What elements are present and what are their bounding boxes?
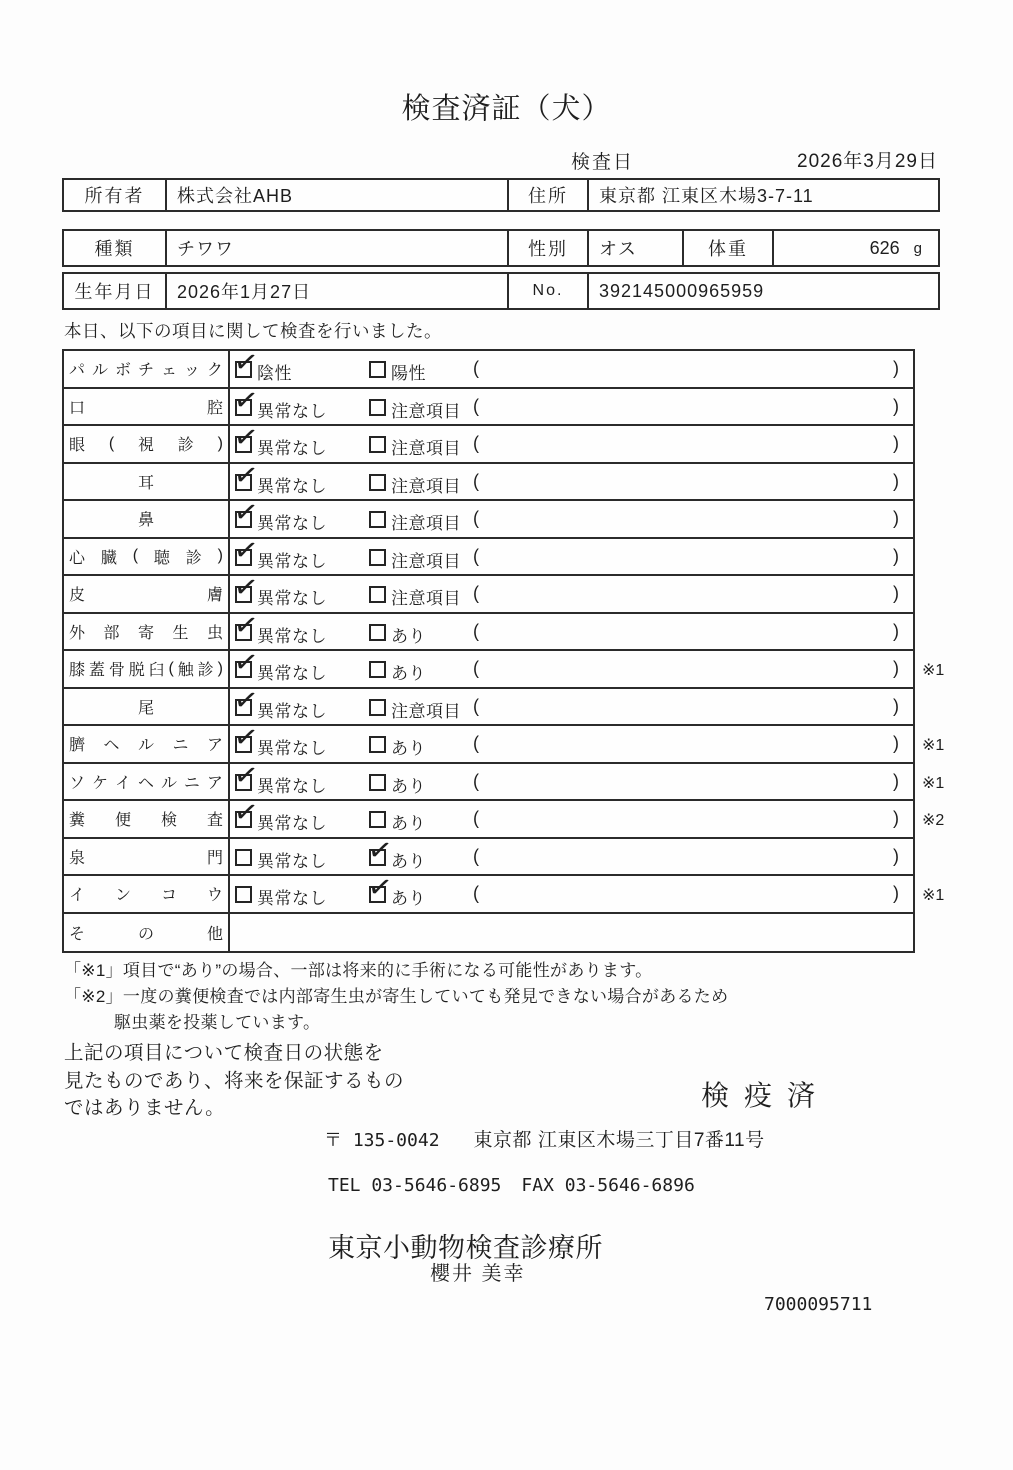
check-mark-icon: ✓	[231, 380, 261, 419]
clinic-fax: FAX 03-5646-6896	[521, 1175, 695, 1196]
option2-label: 注意項目	[391, 551, 461, 571]
remarks-paren-open: (	[473, 733, 479, 753]
option1-label: 異常なし	[257, 551, 327, 571]
checkbox-option1	[231, 568, 261, 606]
checkbox-option2	[369, 511, 386, 528]
option2-label: 注意項目	[391, 701, 461, 721]
option1-label: 異常なし	[257, 664, 327, 683]
remarks-paren-close: )	[893, 358, 899, 378]
checklist-row	[64, 493, 913, 539]
animal-info-table	[62, 229, 940, 267]
option2-label: あり	[391, 889, 426, 908]
remarks-paren-close: )	[893, 620, 899, 641]
checklist-row	[64, 530, 913, 577]
item-label: ソ ケ イ ヘ ル ニ ア	[64, 764, 230, 800]
check-mark-icon: ✓	[231, 755, 261, 794]
checkbox-option1	[231, 418, 261, 456]
address-value: 東京都 江東区木場3-7-11	[587, 180, 938, 210]
sex-value: オス	[587, 231, 682, 265]
checkbox-option1	[231, 343, 261, 381]
footnote-marker: ※1	[922, 662, 945, 679]
option1-label: 異常なし	[257, 814, 327, 833]
checklist-row	[64, 418, 913, 464]
clinic-name: 東京小動物検査診療所	[328, 1233, 603, 1263]
checklist-row	[64, 343, 913, 389]
check-mark-icon: ✓	[231, 493, 261, 531]
option2-label: 注意項目	[391, 439, 461, 458]
serial-number: 7000095711	[764, 1294, 873, 1315]
remarks-paren-close: )	[893, 508, 899, 528]
checkbox-option1	[231, 643, 261, 681]
remarks-paren-open: (	[473, 770, 479, 791]
option1-label: 異常なし	[257, 739, 327, 758]
remarks-paren-close: )	[893, 433, 899, 453]
item-label: 外 部 寄 生 虫	[64, 614, 230, 650]
option1-label: 異常なし	[257, 889, 327, 908]
option1-label: 異常なし	[257, 851, 327, 871]
checklist-row	[64, 755, 945, 802]
option1-label: 異常なし	[257, 439, 327, 458]
option1-label: 異常なし	[257, 401, 327, 421]
owner-value: 株式会社AHB	[165, 180, 507, 210]
remarks-paren-open: (	[473, 883, 479, 903]
checklist-row	[64, 914, 913, 952]
option2-label: 注意項目	[391, 589, 461, 608]
item-label: そ の 他	[64, 914, 230, 952]
checklist-row	[64, 680, 913, 727]
remarks-paren-open: (	[473, 658, 479, 678]
option2-label: あり	[391, 626, 426, 646]
quarantine-stamp: 検疫済	[701, 1080, 831, 1111]
remarks-paren-open: (	[473, 395, 479, 416]
owner-table	[62, 178, 940, 212]
checkbox-option2	[369, 774, 386, 791]
footnotes	[64, 958, 728, 1036]
checkbox-option2	[369, 661, 386, 678]
checkbox-option2	[369, 811, 386, 828]
weight-cell	[772, 231, 938, 265]
birthdate-label: 生年月日	[74, 282, 155, 302]
check-mark-icon: ✓	[231, 418, 261, 456]
checkbox-option2	[369, 399, 386, 416]
check-mark-icon: ✓	[365, 868, 395, 906]
check-mark-icon: ✓	[231, 530, 261, 569]
checklist-row	[64, 568, 913, 614]
remarks-paren-close: )	[893, 395, 899, 416]
checklist-row	[64, 793, 945, 839]
option2-label: 注意項目	[391, 476, 461, 496]
clinic-phone-line	[328, 1175, 695, 1196]
remarks-paren-close: )	[893, 470, 899, 491]
item-label: 口 腔	[64, 389, 230, 425]
birth-table	[62, 272, 940, 310]
checkbox-option1	[231, 493, 261, 531]
species-value: チワワ	[165, 231, 507, 265]
option2-label: あり	[391, 739, 426, 758]
check-mark-icon: ✓	[231, 793, 261, 831]
option2-label: 注意項目	[391, 514, 461, 533]
checkbox-option1	[231, 680, 261, 719]
checkbox-option1	[231, 380, 261, 419]
species-label: 種類	[94, 239, 135, 259]
checklist-row	[64, 718, 945, 764]
option1-label: 異常なし	[257, 514, 327, 533]
checkbox-option1	[231, 530, 261, 569]
remarks-paren-open: (	[473, 470, 479, 491]
item-label: 尾	[64, 689, 230, 725]
item-label: 泉 門	[64, 839, 230, 875]
page-title: 検査済証（犬）	[401, 93, 612, 125]
option2-label: あり	[391, 664, 426, 683]
remarks-paren-close: )	[893, 808, 899, 828]
remarks-paren-open: (	[473, 583, 479, 603]
option2-label: 注意項目	[391, 401, 461, 421]
checkbox-option1	[235, 886, 252, 903]
checkbox-option2	[369, 361, 386, 378]
remarks-paren-close: )	[893, 658, 899, 678]
inspection-date-label: 検査日	[571, 152, 635, 173]
remarks-paren-close: )	[893, 883, 899, 903]
owner-label: 所有者	[84, 186, 145, 206]
item-label: 心 臓 ( 聴 診 )	[64, 539, 230, 575]
disclaimer-line: ではありません。	[64, 1097, 226, 1119]
number-label: No.	[507, 274, 587, 308]
remarks-paren-open: (	[473, 808, 479, 828]
checkbox-option2	[369, 549, 386, 566]
checkbox-option2	[369, 736, 386, 753]
checkbox-option1	[231, 718, 261, 756]
option2-label: 陽性	[391, 364, 426, 383]
checkbox-option1	[231, 793, 261, 831]
address-label: 住所	[507, 180, 587, 210]
clinic-address: 東京都 江東区木場三丁目7番11号	[473, 1130, 765, 1151]
footnote-marker: ※1	[922, 774, 945, 792]
item-label: 耳	[64, 464, 230, 500]
checkbox-option1	[231, 755, 261, 794]
item-label: 鼻	[64, 501, 230, 537]
footnote-line: 「※1」項目で“あり”の場合、一部は将来的に手術になる可能性があります。	[64, 961, 653, 980]
disclaimer-line: 上記の項目について検査日の状態を	[64, 1042, 384, 1064]
checkbox-option2	[365, 830, 395, 869]
check-mark-icon: ✓	[231, 455, 261, 494]
remarks-paren-close: )	[893, 845, 899, 866]
remarks-paren-close: )	[893, 695, 899, 716]
option2-label: あり	[391, 814, 426, 833]
birthdate-value: 2026年1月27日	[165, 274, 507, 308]
weight-value: 626	[869, 237, 900, 258]
check-mark-icon: ✓	[231, 680, 261, 719]
footnote-marker: ※1	[922, 887, 945, 904]
item-label: 眼 ( 視 診 )	[64, 426, 230, 462]
item-label: パ ル ボ チ ェ ッ ク	[64, 351, 230, 387]
checklist-row	[64, 643, 945, 689]
option1-label: 異常なし	[257, 626, 327, 646]
checkbox-option2	[369, 586, 386, 603]
checklist-row	[64, 455, 913, 502]
disclaimer-line: 見たものであり、将来を保証するもの	[64, 1069, 405, 1092]
checklist-row	[64, 830, 913, 877]
footnote-line: 「※2」一度の糞便検査では内部寄生虫が寄生していても発見できない場合があるため	[64, 987, 729, 1006]
clinic-tel: TEL 03-5646-6895	[328, 1175, 502, 1196]
checklist-row	[64, 605, 913, 652]
checkbox-option2	[369, 474, 386, 491]
option1-label: 陰性	[257, 364, 292, 383]
check-mark-icon: ✓	[231, 605, 261, 644]
checklist-table	[62, 343, 945, 953]
remarks-paren-close: )	[893, 583, 899, 603]
disclaimer-text	[64, 1040, 404, 1123]
checkbox-option2	[369, 699, 386, 716]
checkbox-option2	[365, 868, 395, 906]
option2-label: あり	[391, 851, 426, 871]
veterinarian-name: 櫻井 美幸	[430, 1263, 526, 1285]
option1-label: 異常なし	[257, 476, 327, 496]
weight-unit: g	[913, 239, 922, 257]
option2-label: あり	[391, 776, 426, 796]
number-value: 392145000965959	[587, 274, 938, 308]
check-mark-icon: ✓	[365, 830, 395, 869]
item-label: 膝 蓋 骨 脱 臼 ( 触 診 )	[64, 651, 230, 687]
inspection-date-value: 2026年3月29日	[797, 151, 938, 172]
intro-text: 本日、以下の項目に関して検査を行いました。	[64, 321, 442, 341]
remarks-paren-open: (	[473, 358, 479, 378]
weight-label: 体重	[682, 231, 772, 265]
footnote-line: 駆虫薬を投薬しています。	[114, 1013, 321, 1032]
sex-label: 性別	[507, 231, 587, 265]
remarks-paren-close: )	[893, 770, 899, 791]
checkbox-option1	[231, 455, 261, 494]
checklist-row	[64, 380, 913, 427]
remarks-paren-close: )	[893, 545, 899, 566]
option1-label: 異常なし	[257, 589, 327, 608]
remarks-paren-close: )	[893, 733, 899, 753]
check-mark-icon: ✓	[231, 643, 261, 681]
clinic-postal-line	[324, 1125, 765, 1152]
remarks-paren-open: (	[473, 845, 479, 866]
remarks-paren-open: (	[473, 620, 479, 641]
checkbox-option1	[235, 849, 252, 866]
remarks-paren-open: (	[473, 508, 479, 528]
item-label: 臍 ヘ ル ニ ア	[64, 726, 230, 762]
footnote-marker: ※2	[922, 812, 945, 829]
option1-label: 異常なし	[257, 776, 327, 796]
footnote-marker: ※1	[922, 737, 945, 754]
checkbox-option2	[369, 436, 386, 453]
item-label: イ ン コ ウ	[64, 876, 230, 912]
checkbox-option2	[369, 624, 386, 641]
remarks-paren-open: (	[473, 433, 479, 453]
item-label: 糞 便 検 査	[64, 801, 230, 837]
postal-code: 〒 135-0042	[324, 1130, 440, 1151]
check-mark-icon: ✓	[231, 343, 261, 381]
item-label: 皮 膚	[64, 576, 230, 612]
remarks-paren-open: (	[473, 545, 479, 566]
remarks-paren-open: (	[473, 695, 479, 716]
checklist-row	[64, 868, 945, 914]
option1-label: 異常なし	[257, 701, 327, 721]
check-mark-icon: ✓	[231, 568, 261, 606]
checkbox-option1	[231, 605, 261, 644]
check-mark-icon: ✓	[231, 718, 261, 756]
